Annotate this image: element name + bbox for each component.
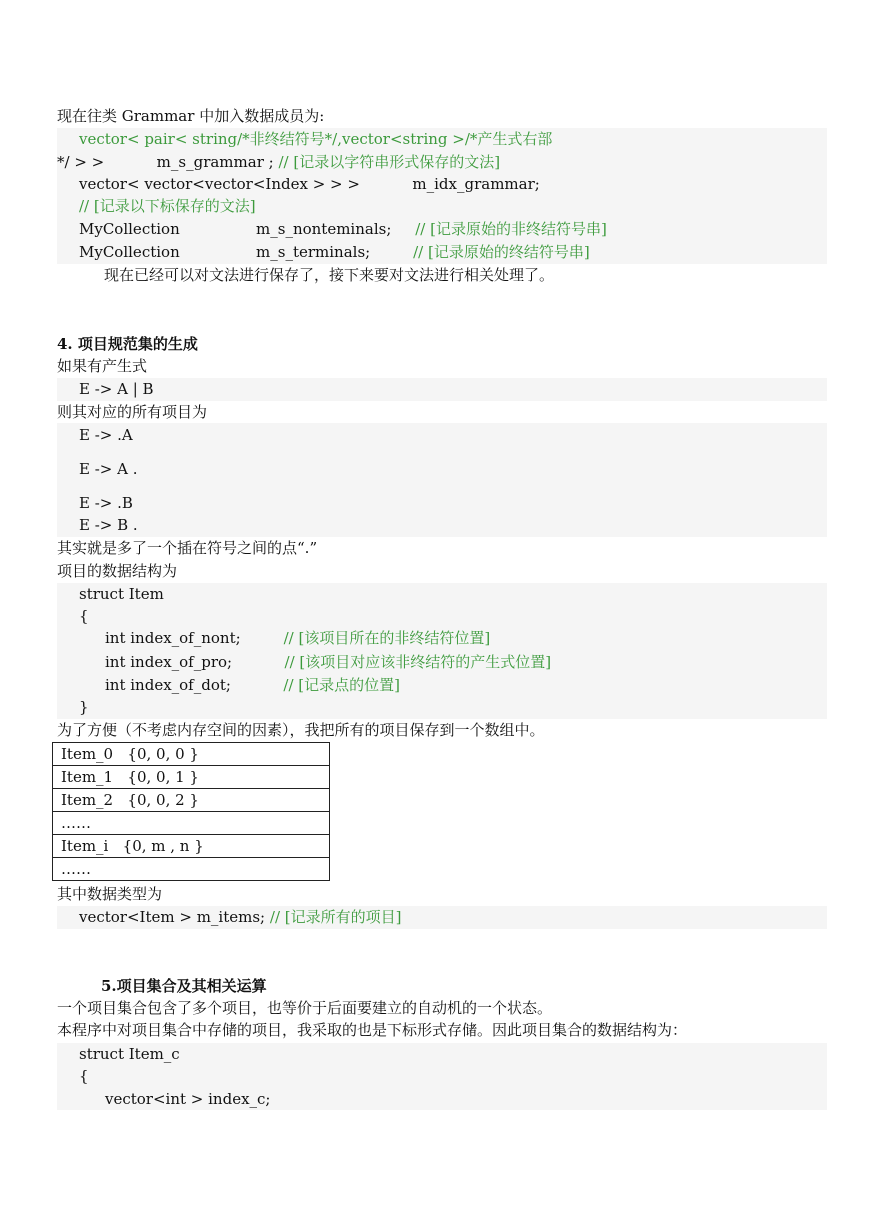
paragraph: 其实就是多了一个插在符号之间的点“.”	[57, 539, 318, 557]
code-comment: // [记录所有的项目]	[269, 908, 402, 926]
code-line: vector<int > index_c;	[105, 1090, 271, 1108]
code-block-grammar	[57, 128, 827, 264]
table-row	[53, 743, 330, 766]
section-4-title: 4. 项目规范集的生成	[57, 335, 198, 353]
code-line: vector<Item > m_items; // [记录所有的项目]	[79, 908, 402, 926]
table-row	[53, 766, 330, 789]
code-line: E -> A | B	[79, 380, 154, 398]
table-row	[53, 789, 330, 812]
paragraph: 一个项目集合包含了多个项目，也等价于后面要建立的自动机的一个状态。	[57, 999, 553, 1017]
paragraph: 项目的数据结构为	[57, 562, 178, 580]
code-line: {	[79, 1067, 89, 1085]
table-cell: ……	[53, 858, 330, 881]
code-line: int index_of_pro; // [该项目对应该非终结符的产生式位置]	[105, 653, 552, 671]
paragraph: 现在已经可以对文法进行保存了，接下来要对文法进行相关处理了。	[104, 266, 555, 284]
table-row	[53, 858, 330, 881]
code-comment: // [该项目对应该非终结符的产生式位置]	[284, 653, 552, 671]
paragraph: 为了方便（不考虑内存空间的因素），我把所有的项目保存到一个数组中。	[57, 721, 545, 739]
table-cell: ……	[53, 812, 330, 835]
code-line: struct Item	[79, 585, 164, 603]
code-comment: // [记录原始的终结符号串]	[413, 243, 590, 261]
paragraph: 如果有产生式	[57, 357, 148, 375]
paragraph: 则其对应的所有项目为	[57, 403, 208, 421]
code-comment: // [记录原始的非终结符号串]	[415, 220, 607, 238]
code-line: vector< pair< string/*非终结符号*/,vector<string >/*产生式右部	[79, 130, 553, 148]
intro-text: 现在往类 Grammar 中加入数据成员为:	[57, 107, 325, 125]
code-line: E -> .B	[79, 494, 133, 512]
code-block-struct-item	[57, 583, 827, 719]
table-cell: Item_1 {0, 0, 1 }	[53, 766, 330, 789]
code-block-items-decl	[57, 906, 827, 929]
table-cell: Item_2 {0, 0, 2 }	[53, 789, 330, 812]
code-line: int index_of_nont; // [该项目所在的非终结符位置]	[105, 629, 491, 647]
code-line: MyCollection m_s_terminals; // [记录原始的终结符号串]	[79, 243, 590, 261]
code-block-production	[57, 378, 827, 401]
code-line: }	[79, 698, 89, 716]
code-line: {	[79, 607, 89, 625]
code-comment: // [记录点的位置]	[283, 676, 400, 694]
code-line: E -> .A	[79, 426, 133, 444]
code-block-struct-item-c	[57, 1043, 827, 1110]
code-block-items	[57, 423, 827, 537]
section-5-title: 5.项目集合及其相关运算	[101, 977, 267, 995]
table-cell: Item_0 {0, 0, 0 }	[53, 743, 330, 766]
table-row	[53, 835, 330, 858]
code-line: int index_of_dot; // [记录点的位置]	[105, 676, 400, 694]
code-line: struct Item_c	[79, 1045, 180, 1063]
table-row	[53, 812, 330, 835]
code-line: E -> B .	[79, 516, 138, 534]
code-line: MyCollection m_s_nonteminals; // [记录原始的非终结符号串]	[79, 220, 607, 238]
code-comment: // [记录以字符串形式保存的文法]	[278, 153, 501, 171]
paragraph: 本程序中对项目集合中存储的项目，我采取的也是下标形式存储。因此项目集合的数据结构为：	[57, 1021, 688, 1039]
code-comment: // [该项目所在的非终结符位置]	[283, 629, 491, 647]
table-cell: Item_i {0, m , n }	[53, 835, 330, 858]
items-array-table	[52, 742, 330, 881]
paragraph: 其中数据类型为	[57, 885, 163, 903]
code-line: vector< vector<vector<Index > > > m_idx_grammar;	[79, 175, 540, 193]
code-line: E -> A .	[79, 460, 138, 478]
code-comment: // [记录以下标保存的文法]	[79, 197, 256, 215]
code-line: */ > > m_s_grammar ; // [记录以字符串形式保存的文法]	[57, 153, 501, 171]
